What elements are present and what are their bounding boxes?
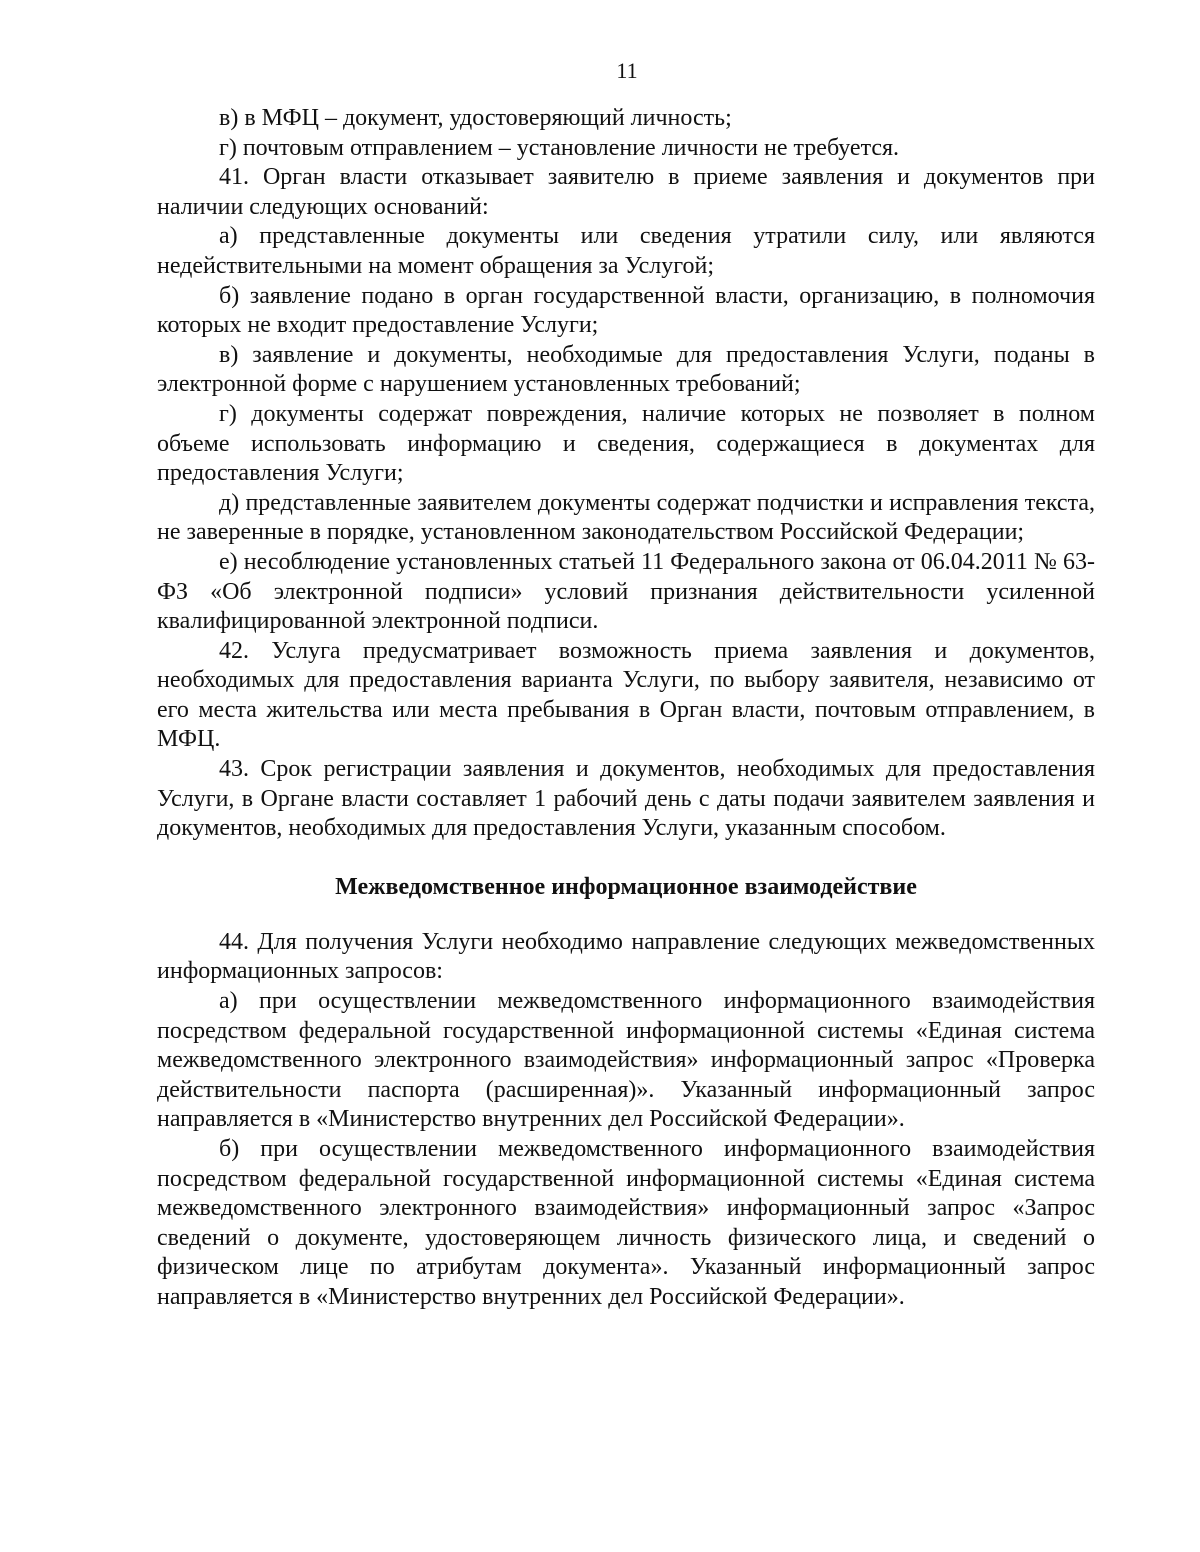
- page-number: 11: [616, 58, 638, 83]
- paragraph-41-a: а) представленные документы или сведения утратили силу, или являются недействительными на момент обращения за Услугой;: [157, 223, 1095, 279]
- paragraph-41-v: в) заявление и документы, необходимые для предоставления Услуги, поданы в электронной форме с нарушением установленных требований;: [157, 341, 1095, 398]
- paragraph-41-g: г) документы содержат повреждения, наличие которых не позволяет в полном объеме использовать информацию и сведения, содержащиеся в документах для предоставления Услуги;: [157, 400, 1095, 487]
- document-body: [157, 104, 1095, 1313]
- paragraph-43: 43. Срок регистрации заявления и документов, необходимых для предоставления Услуги, в Органе власти составляет 1 рабочий день с даты подачи заявителем заявления и документов, необходимых для предоставления Услуги, указанным способом.: [157, 756, 1095, 842]
- paragraph-44-b: б) при осуществлении межведомственного информационного взаимодействия посредством федеральной государственной информационной системы «Единая система межведомственного электронного взаимодействия» информационный запрос «Запрос сведений о документе, удостоверяющем личность физического лица, и сведений о физическом лице по атрибутам документа». Указанный информационный запрос направляется в «Министерство внутренних дел Российской Федерации».: [157, 1136, 1095, 1310]
- paragraph-44-a: а) при осуществлении межведомственного информационного взаимодействия посредством федеральной государственной информационной системы «Единая система межведомственного электронного взаимодействия» информационный запрос «Проверка действительности паспорта (расширенная)». Указанный информационный запрос направляется в «Министерство внутренних дел Российской Федерации».: [157, 988, 1095, 1133]
- paragraph-41-b: б) заявление подано в орган государственной власти, организацию, в полномочия которых не входит предоставление Услуги;: [157, 282, 1095, 339]
- paragraph-41: 41. Орган власти отказывает заявителю в приеме заявления и документов при наличии следующих оснований:: [157, 164, 1095, 220]
- paragraph-41-e: е) несоблюдение установленных статьей 11 Федерального закона от 06.04.2011 № 63-ФЗ «Об электронной подписи» условий признания действительности усиленной квалифицированной электронной подписи.: [157, 548, 1095, 635]
- paragraph-identity-mfc: в) в МФЦ – документ, удостоверяющий личность;: [219, 105, 732, 131]
- paragraph-41-d: д) представленные заявителем документы содержат подчистки и исправления текста, не заверенные в порядке, установленном законодательством Российской Федерации;: [157, 489, 1095, 546]
- paragraph-44: 44. Для получения Услуги необходимо направление следующих межведомственных информационных запросов:: [157, 928, 1095, 985]
- section-heading: Межведомственное информационное взаимодействие: [335, 873, 917, 900]
- paragraph-identity-post: г) почтовым отправлением – установление личности не требуется.: [219, 134, 900, 161]
- paragraph-42: 42. Услуга предусматривает возможность приема заявления и документов, необходимых для предоставления варианта Услуги, по выбору заявителя, независимо от его места жительства или места пребывания в Орган власти, почтовым отправлением, в МФЦ.: [157, 637, 1095, 753]
